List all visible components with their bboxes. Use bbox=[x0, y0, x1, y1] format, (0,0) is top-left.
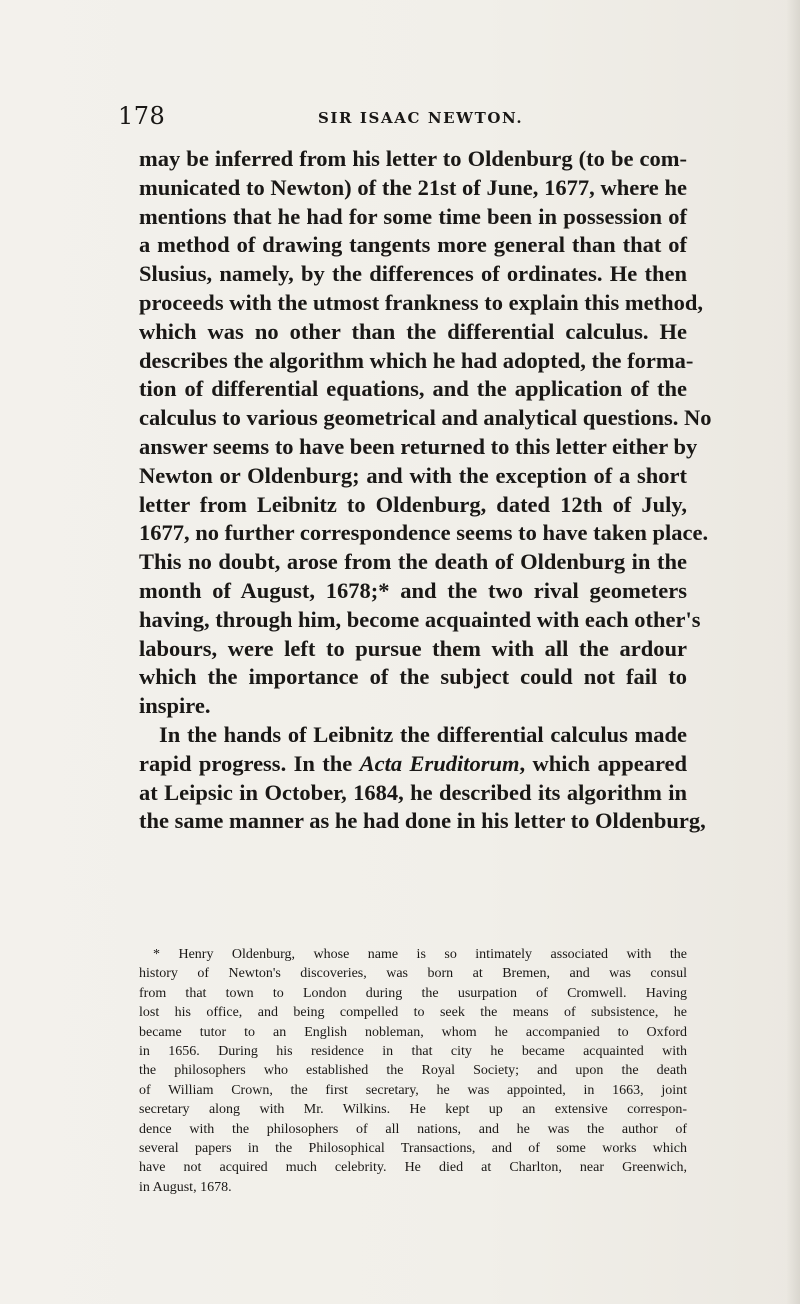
footnote-line: in August, 1678. bbox=[139, 1179, 232, 1195]
text-line: labours, were left to pursue them with all the ardour bbox=[139, 635, 687, 661]
text-line: having, through him, become acquainted with each other's bbox=[139, 606, 701, 632]
text-line: municated to Newton) of the 21st of June, 1677, where he bbox=[139, 174, 687, 200]
text-line: a method of drawing tangents more general than that of bbox=[139, 232, 687, 258]
footnote-line: became tutor to an English nobleman, whom he accompanied to Oxford bbox=[139, 1024, 687, 1040]
footnote-line: several papers in the Philosophical Transactions, and of some works which bbox=[139, 1141, 687, 1157]
text-line: inspire. bbox=[139, 693, 211, 719]
text-line: calculus to various geometrical and analytical questions. No bbox=[139, 405, 712, 431]
text-line: Slusius, namely, by the differences of ordinates. He then bbox=[139, 261, 687, 287]
page-header bbox=[0, 102, 800, 142]
footnote bbox=[139, 945, 687, 1197]
footnote-line: dence with the philosophers of all nations, and he was the author of bbox=[139, 1121, 687, 1137]
footnote-line: in 1656. During his residence in that city he became acquainted with bbox=[139, 1044, 687, 1060]
running-head: SIR ISAAC NEWTON. bbox=[318, 109, 524, 127]
text-line: 1677, no further correspondence seems to have taken place. bbox=[139, 520, 709, 546]
text-line: mentions that he had for some time been in possession of bbox=[139, 203, 687, 229]
footnote-line: have not acquired much celebrity. He died at Charlton, near Greenwich, bbox=[139, 1160, 687, 1176]
text-line: the same manner as he had done in his letter to Oldenburg, bbox=[139, 808, 706, 834]
text-line: may be inferred from his letter to Oldenburg (to be com- bbox=[139, 146, 687, 171]
journal-title: Acta Eruditorum bbox=[359, 750, 520, 776]
page-number: 178 bbox=[118, 102, 166, 130]
page-edge-shadow bbox=[786, 0, 800, 1304]
footnote-line: * Henry Oldenburg, whose name is so intimately associated with the bbox=[153, 947, 687, 962]
text-fragment: , which appeared bbox=[519, 750, 688, 776]
text-line: In the hands of Leibnitz the differential calculus made bbox=[159, 721, 687, 747]
text-line: at Leipsic in October, 1684, he described its algorithm in bbox=[139, 779, 687, 805]
text-line: Newton or Oldenburg; and with the exception of a short bbox=[139, 462, 687, 488]
text-line: This no doubt, arose from the death of Oldenburg in the bbox=[139, 549, 687, 575]
text-line: month of August, 1678;* and the two rival geometers bbox=[139, 577, 687, 603]
main-text bbox=[139, 145, 712, 836]
footnote-line: of William Crown, the first secretary, he was appointed, in 1663, joint bbox=[139, 1082, 687, 1098]
text-line: which the importance of the subject could not fail to bbox=[139, 664, 687, 690]
text-line: proceeds with the utmost frankness to explain this method, bbox=[139, 289, 703, 315]
text-line: which was no other than the differential calculus. He bbox=[139, 318, 687, 344]
footnote-line: history of Newton's discoveries, was born at Bremen, and was consul bbox=[139, 966, 687, 982]
footnote-line: the philosophers who established the Royal Society; and upon the death bbox=[139, 1063, 687, 1079]
text-line: answer seems to have been returned to this letter either by bbox=[139, 433, 698, 459]
text-line-with-title bbox=[139, 750, 687, 779]
text-line: letter from Leibnitz to Oldenburg, dated 12th of July, bbox=[139, 491, 687, 517]
text-fragment: rapid progress. In the bbox=[139, 750, 353, 776]
footnote-line: from that town to London during the usurpation of Cromwell. Having bbox=[139, 985, 687, 1001]
text-line: tion of differential equations, and the application of the bbox=[139, 376, 687, 402]
footnote-line: lost his office, and being compelled to seek the means of subsistence, he bbox=[139, 1005, 687, 1021]
text-line: describes the algorithm which he had adopted, the forma- bbox=[139, 347, 694, 373]
footnote-line: secretary along with Mr. Wilkins. He kept up an extensive correspon- bbox=[139, 1102, 687, 1118]
